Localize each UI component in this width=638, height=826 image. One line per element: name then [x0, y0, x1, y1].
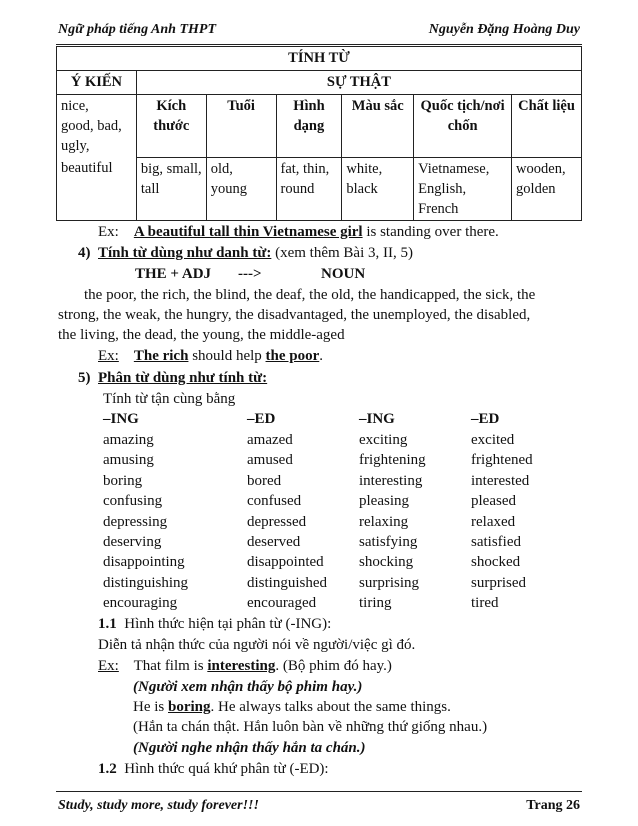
example-origin: Vietnamese, English, French	[414, 157, 512, 220]
example-line-1: Ex: A beautiful tall thin Vietnamese girl is standing over there.	[98, 224, 499, 240]
example-color: white, black	[342, 157, 414, 220]
category-color: Màu sắc	[342, 95, 414, 158]
participle-word: excited	[471, 432, 515, 448]
participle-word: relaxing	[359, 513, 409, 530]
participle-word: bored	[247, 472, 282, 489]
participle-word: encouraging	[103, 595, 178, 612]
subsection-1-1-desc: Diễn tả nhận thức của người nói về người/việc gì đó.	[98, 637, 416, 653]
adjective-order-table	[56, 46, 582, 221]
page-footer	[56, 791, 582, 813]
participle-word: satisfying	[359, 534, 418, 550]
header-left: Ngữ pháp tiếng Anh THPT	[58, 22, 216, 37]
header-right: Nguyễn Đặng Hoàng Duy	[428, 22, 580, 37]
formula-arrow: --->	[238, 266, 262, 282]
participle-word: interested	[471, 472, 530, 489]
noun-list-line-2: strong, the weak, the hungry, the disadvantaged, the unemployed, the disabled,	[58, 307, 531, 323]
participle-word: encouraged	[247, 595, 317, 612]
example-shape: fat, thin, round	[276, 157, 342, 220]
participle-word: distinguished	[247, 574, 328, 591]
example-phrase: A beautiful tall thin Vietnamese girl	[133, 224, 363, 240]
page-header	[56, 22, 582, 45]
example-age: old, young	[206, 157, 276, 220]
participle-word: boring	[103, 472, 143, 489]
participle-word: exciting	[359, 432, 408, 448]
participle-word: amusing	[103, 452, 154, 469]
participle-word: confused	[247, 493, 302, 510]
participle-word: tiring	[359, 595, 392, 612]
example-size: big, small, tall	[136, 157, 206, 220]
participle-word: relaxed	[471, 513, 516, 530]
opinion-cell-cont: beautiful	[57, 157, 137, 220]
participle-word: confusing	[103, 493, 163, 510]
example-translation-2: (Hắn ta chán thật. Hắn luôn bàn về những thứ giống nhau.)	[133, 719, 488, 735]
participle-word: satisfied	[471, 534, 521, 550]
participle-word: frightened	[471, 452, 533, 469]
participle-word: surprised	[471, 574, 526, 591]
participle-word: amazing	[103, 432, 154, 448]
example-note-1: (Người xem nhận thấy bộ phim hay.)	[133, 679, 363, 695]
participle-word: disappointed	[247, 554, 324, 571]
example-line-2: Ex: The rich should help the poor.	[98, 348, 324, 364]
participle-word: frightening	[359, 452, 426, 469]
participle-word: amazed	[247, 432, 293, 448]
grid-header: –ING	[359, 411, 395, 427]
category-material: Chất liệu	[512, 95, 582, 158]
category-origin: Quốc tịch/nơi chốn	[414, 95, 512, 158]
category-shape: Hình dạng	[276, 95, 342, 158]
col-opinion-header: Ý KIẾN	[57, 71, 137, 95]
subsection-1-2-heading: 1.2 Hình thức quá khứ phân từ (-ED):	[98, 761, 329, 777]
example-line-4: He is boring. He always talks about the same things.	[133, 699, 451, 715]
noun-list-line-3: the living, the dead, the young, the middle-aged	[58, 327, 345, 343]
participle-word: depressing	[103, 513, 168, 530]
noun-list-line-1: the poor, the rich, the blind, the deaf, the old, the handicapped, the sick, the	[84, 287, 536, 303]
footer-left: Study, study more, study forever!!!	[58, 798, 259, 813]
participle-word: shocked	[471, 554, 521, 571]
participle-word: distinguishing	[103, 574, 189, 591]
table-title: TÍNH TỪ	[57, 47, 582, 71]
section-4-heading: 4) Tính từ dùng như danh từ: (xem thêm Bài 3, II, 5)	[78, 245, 413, 261]
participle-word: pleased	[471, 493, 516, 510]
formula-left: THE + ADJ	[135, 266, 212, 282]
subsection-1-1-heading: 1.1 Hình thức hiện tại phân từ (-ING):	[98, 616, 332, 632]
opinion-cell: nice, good, bad, ugly,	[57, 95, 137, 158]
grid-header: –ING	[103, 411, 139, 427]
formula-right: NOUN	[321, 266, 366, 282]
col-fact-header: SỰ THẬT	[136, 71, 581, 95]
example-material: wooden, golden	[512, 157, 582, 220]
participle-word: interesting	[359, 472, 423, 489]
grid-header: –ED	[471, 411, 500, 427]
example-note-2: (Người nghe nhận thấy hắn ta chán.)	[133, 740, 366, 756]
participle-word: pleasing	[359, 493, 409, 510]
section-5-heading: 5) Phân từ dùng như tính từ:	[78, 370, 268, 386]
participle-word: tired	[471, 595, 499, 612]
participle-word: shocking	[359, 554, 414, 571]
participle-word: depressed	[247, 513, 307, 530]
category-age: Tuổi	[206, 95, 276, 158]
category-size: Kích thước	[136, 95, 206, 158]
participle-word: amused	[247, 452, 293, 469]
section-5-intro: Tính từ tận cùng bằng	[103, 391, 236, 407]
footer-right: Trang 26	[526, 798, 580, 813]
participle-word: disappointing	[103, 554, 185, 571]
participle-word: deserved	[247, 534, 301, 550]
example-line-3: Ex: That film is interesting. (Bộ phim đó hay.)	[98, 658, 392, 674]
participle-word: surprising	[359, 574, 419, 591]
participle-word: deserving	[103, 534, 162, 550]
grid-header: –ED	[247, 411, 276, 427]
